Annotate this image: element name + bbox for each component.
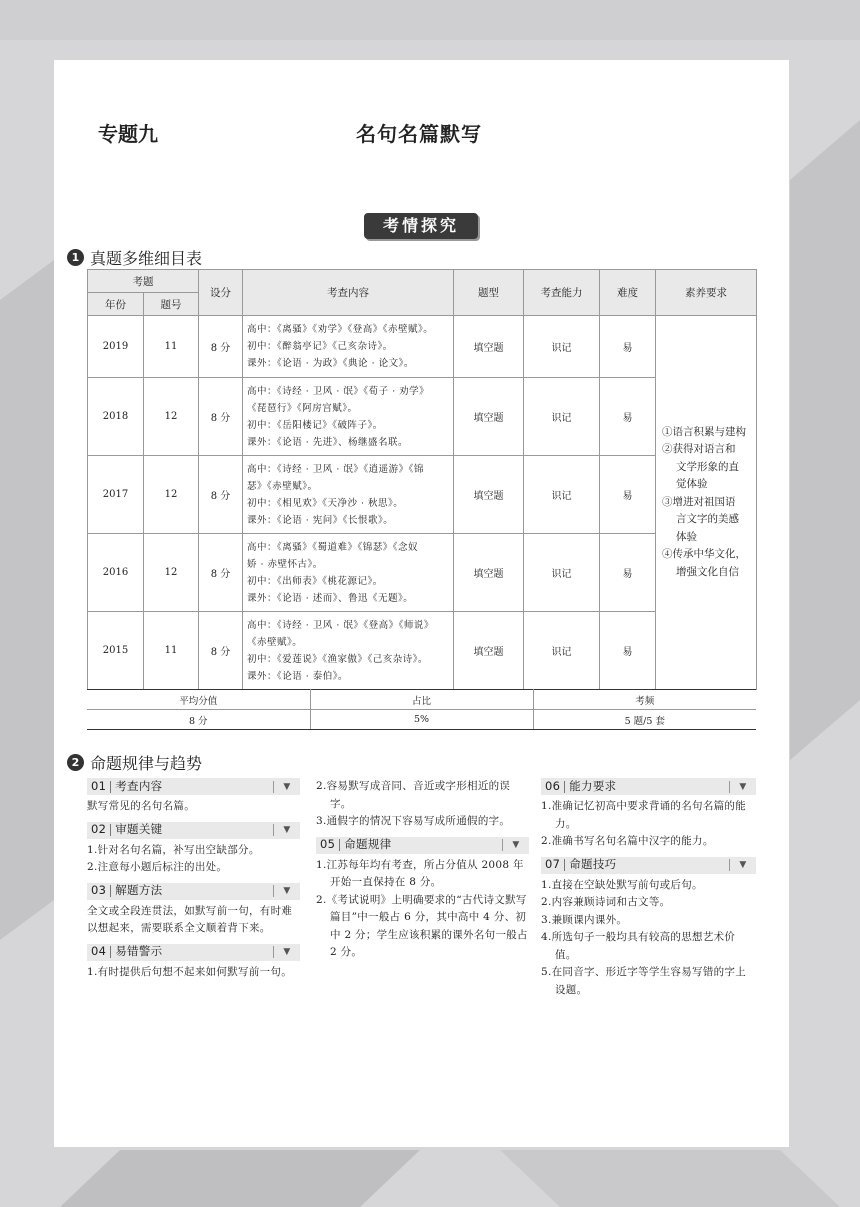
block-02 — [87, 822, 300, 877]
header-content: 考查内容 — [243, 270, 454, 316]
block-07-header — [541, 857, 756, 874]
literacy-cell — [656, 316, 757, 690]
qnum-cell: 12 — [144, 534, 199, 612]
block-number: 04 — [91, 944, 107, 959]
summary-header-avg: 平均分值 — [87, 690, 310, 710]
content-cell — [243, 316, 454, 378]
header-ability: 考查能力 — [524, 270, 600, 316]
ability-cell: 识记 — [524, 316, 600, 378]
list-item: 4.所选句子一般均具有较高的思想艺术价值。 — [541, 931, 736, 961]
block-label: 能力要求 — [569, 778, 617, 793]
ability-cell: 识记 — [524, 612, 600, 690]
score-cell: 8 分 — [199, 378, 243, 456]
block-number: 06 — [545, 778, 561, 793]
block-label: 解题方法 — [115, 883, 163, 898]
block-number: 01 — [91, 778, 107, 793]
block-label: 审题关键 — [115, 822, 163, 837]
score-cell: 8 分 — [199, 534, 243, 612]
summary-table — [87, 689, 756, 730]
section2-number-icon: 2 — [67, 754, 84, 771]
difficulty-cell: 易 — [600, 456, 656, 534]
block-label: 易错警示 — [115, 944, 163, 959]
chevron-down-icon: ▼ — [273, 885, 300, 897]
literacy-line: 体验 — [676, 530, 697, 543]
block-text: 默写常见的名句名篇。 — [87, 800, 195, 812]
list-item: 3.通假字的情况下容易写成所通假的字。 — [316, 815, 511, 827]
ability-cell: 识记 — [524, 456, 600, 534]
content-line: 《琵琶行》《阿房宫赋》。 — [247, 402, 358, 414]
difficulty-cell: 易 — [600, 534, 656, 612]
list-item: 3.兼顾课内课外。 — [541, 913, 628, 926]
section1-number-icon: 1 — [67, 249, 84, 266]
score-cell: 8 分 — [199, 316, 243, 378]
qnum-cell: 12 — [144, 456, 199, 534]
literacy-line: ④传承中华文化， — [662, 548, 746, 561]
chevron-down-icon: ▼ — [273, 781, 300, 793]
content-line: 初中：《岳阳楼记》《破阵子》。 — [247, 419, 383, 431]
content-cell — [243, 378, 454, 456]
block-label: 命题技巧 — [569, 857, 617, 872]
content-cell — [243, 534, 454, 612]
content-line: 课外：《论语 · 述而》、鲁迅《无题》。 — [247, 592, 414, 604]
chevron-down-icon: ▼ — [273, 946, 300, 958]
list-item: 2.容易默写成音同、音近或字形相近的误字。 — [316, 780, 511, 810]
ability-cell: 识记 — [524, 534, 600, 612]
summary-header-ratio: 占比 — [310, 690, 533, 710]
header-year: 年份 — [88, 293, 144, 316]
header-exam: 考题 — [88, 270, 199, 293]
type-cell: 填空题 — [454, 316, 524, 378]
content-line: 初中：《醉翁亭记》《己亥杂诗》。 — [247, 341, 393, 352]
qnum-cell: 12 — [144, 378, 199, 456]
block-06-header — [541, 778, 756, 795]
content-line: 高中：《离骚》《劝学》《登高》《赤壁赋》。 — [247, 324, 434, 335]
header-type: 题型 — [454, 270, 524, 316]
block-03 — [87, 883, 300, 938]
content-line: 高中：《离骚》《蜀道难》《锦瑟》《念奴 — [247, 541, 419, 553]
table-row — [88, 316, 757, 378]
content-line: 《赤壁赋》。 — [247, 636, 303, 648]
block-label: 命题规律 — [344, 837, 392, 852]
list-item: 1.江苏每年均有考查，所占分值从 2008 年开始一直保持在 8 分。 — [316, 858, 524, 888]
type-cell: 填空题 — [454, 534, 524, 612]
year-cell: 2017 — [88, 456, 144, 534]
year-cell: 2015 — [88, 612, 144, 690]
literacy-line: 言文字的美感 — [676, 513, 739, 526]
section2-heading — [67, 751, 202, 774]
content-line: 初中：《爱莲说》《渔家傲》《己亥杂诗》。 — [247, 653, 429, 665]
content-line: 娇 · 赤壁怀古》。 — [247, 558, 323, 570]
block-number: 03 — [91, 883, 107, 898]
block-06 — [541, 778, 756, 851]
literacy-line: ①语言积累与建构 — [662, 425, 746, 438]
section1-heading — [67, 246, 202, 269]
literacy-line: ③增进对祖国语 — [662, 495, 736, 508]
ability-cell: 识记 — [524, 378, 600, 456]
block-04 — [87, 944, 300, 982]
literacy-line: 觉体验 — [676, 478, 708, 491]
content-line: 瑟》《赤壁赋》。 — [247, 480, 318, 492]
type-cell: 填空题 — [454, 612, 524, 690]
document-page — [54, 60, 789, 1147]
difficulty-cell: 易 — [600, 612, 656, 690]
header-qnum: 题号 — [144, 293, 199, 316]
block-01 — [87, 778, 300, 816]
block-number: 05 — [320, 837, 336, 852]
type-cell: 填空题 — [454, 456, 524, 534]
summary-frequency-value: 5 题/5 套 — [533, 710, 756, 730]
content-line: 课外：《论语 · 先进》、杨继盛名联。 — [247, 436, 409, 448]
section1-title: 真题多维细目表 — [90, 249, 203, 268]
section2-title: 命题规律与趋势 — [90, 754, 203, 773]
literacy-line: 增强文化自信 — [676, 565, 739, 578]
list-item: 1.有时提供后句想不起来如何默写前一句。 — [87, 965, 293, 978]
content-cell — [243, 456, 454, 534]
chapter-label: 专题九 — [98, 122, 158, 146]
list-item: 2.内容兼顾诗词和古文等。 — [541, 896, 671, 908]
score-cell: 8 分 — [199, 456, 243, 534]
qnum-cell: 11 — [144, 612, 199, 690]
block-01-header — [87, 778, 300, 795]
block-02-header — [87, 822, 300, 839]
chevron-down-icon: ▼ — [729, 859, 756, 871]
list-item: 1.直接在空缺处默写前句或后句。 — [541, 878, 703, 891]
content-line: 初中：《相见欢》《天净沙 · 秋思》。 — [247, 497, 404, 509]
content-line: 高中：《诗经 · 卫风 · 氓》《登高》《师说》 — [247, 619, 434, 631]
list-item: 1.针对名句名篇，补写出空缺部分。 — [87, 843, 260, 856]
difficulty-cell: 易 — [600, 378, 656, 456]
list-item: 5.在同音字、形近字等学生容易写错的字上设题。 — [541, 966, 747, 996]
list-item: 2.注意每小题后标注的出处。 — [87, 861, 228, 873]
list-item: 2.准确书写名句名篇中汉字的能力。 — [541, 835, 714, 847]
trend-column-2 — [316, 778, 529, 968]
block-04-header — [87, 944, 300, 961]
block-text: 全文或全段连贯法，如默写前一句，有时难以想起来，需要联系全文顺着背下来。 — [87, 904, 293, 934]
trend-column-3 — [541, 778, 756, 1005]
chevron-down-icon: ▼ — [729, 781, 756, 793]
year-cell: 2019 — [88, 316, 144, 378]
literacy-line: 文学形象的直 — [676, 460, 739, 473]
content-line: 课外：《论语 · 为政》《典论 · 论文》。 — [247, 358, 414, 369]
block-04-cont — [316, 778, 529, 831]
content-line: 高中：《诗经 · 卫风 · 氓》《荀子 · 劝学》 — [247, 385, 430, 397]
chevron-down-icon: ▼ — [502, 839, 529, 851]
header-difficulty: 难度 — [600, 270, 656, 316]
difficulty-cell: 易 — [600, 316, 656, 378]
header-score: 设分 — [199, 270, 243, 316]
type-cell: 填空题 — [454, 378, 524, 456]
year-cell: 2016 — [88, 534, 144, 612]
list-item: 2.《考试说明》上明确要求的“古代诗文默写篇目”中一般占 6 分，其中高中 4 分、初中 2 分；学生应该积累的课外名句一般占 2 分。 — [316, 893, 528, 958]
year-cell: 2018 — [88, 378, 144, 456]
content-line: 初中：《出师表》《桃花源记》。 — [247, 575, 383, 587]
qnum-cell: 11 — [144, 316, 199, 378]
exam-detail-table — [87, 269, 757, 690]
block-07 — [541, 857, 756, 1000]
content-cell — [243, 612, 454, 690]
score-cell: 8 分 — [199, 612, 243, 690]
literacy-line: ②获得对语言和 — [662, 443, 736, 456]
content-line: 高中：《诗经 · 卫风 · 氓》《逍遥游》《锦 — [247, 463, 424, 475]
list-item: 1.准确记忆初高中要求背诵的名句名篇的能力。 — [541, 800, 747, 830]
chevron-down-icon: ▼ — [273, 824, 300, 836]
content-line: 课外：《论语 · 泰伯》。 — [247, 670, 349, 682]
summary-ratio-value: 5% — [310, 710, 533, 730]
section-banner: 考情探究 — [364, 213, 478, 239]
block-number: 07 — [545, 857, 561, 872]
block-03-header — [87, 883, 300, 900]
block-05-header — [316, 837, 529, 854]
block-05 — [316, 837, 529, 962]
content-line: 课外：《论语 · 宪问》《长恨歌》。 — [247, 514, 394, 526]
header-literacy: 素养要求 — [656, 270, 757, 316]
block-label: 考查内容 — [115, 778, 163, 793]
block-number: 02 — [91, 822, 107, 837]
summary-header-frequency: 考频 — [533, 690, 756, 710]
summary-avg-value: 8 分 — [87, 710, 310, 730]
page-title: 名句名篇默写 — [356, 122, 482, 146]
trend-column-1 — [87, 778, 300, 987]
